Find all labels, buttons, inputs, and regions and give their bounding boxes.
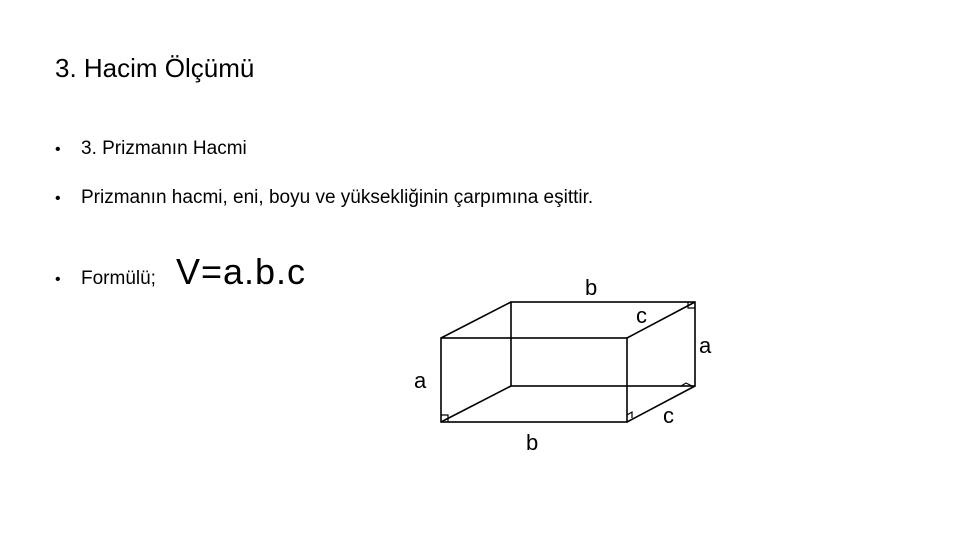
label-top-b: b [585, 275, 598, 300]
bullet-icon: • [55, 141, 61, 158]
right-angle-markers [441, 302, 695, 422]
bullet-icon: • [55, 271, 61, 288]
edge-bottom-left [441, 386, 511, 422]
edge-bottom-right [627, 386, 695, 422]
prism-edges [441, 302, 695, 422]
label-bottom-c: c [663, 403, 674, 428]
volume-formula: V=a.b.c [175, 251, 307, 292]
bullet-text: 3. Prizmanın Hacmi [81, 138, 247, 159]
front-face [441, 338, 627, 422]
bullet-text: Prizmanın hacmi, eni, boyu ve yüksekliğinin çarpımına eşittir. [81, 187, 594, 208]
bullet-item-section [55, 137, 247, 162]
edge-top-left [441, 302, 511, 338]
label-bottom-b: b [526, 430, 539, 455]
label-top-c: c [636, 303, 647, 328]
bullet-text: Formülü; [81, 268, 156, 289]
label-right-a: a [699, 333, 712, 358]
bullet-icon: • [55, 190, 61, 207]
slide-title: 3. Hacim Ölçümü [55, 53, 255, 83]
bullet-item-formula [55, 251, 307, 292]
label-left-a: a [414, 368, 427, 393]
rectangular-prism-diagram [400, 270, 730, 460]
back-face [511, 302, 695, 386]
bullet-item-definition [55, 186, 593, 211]
